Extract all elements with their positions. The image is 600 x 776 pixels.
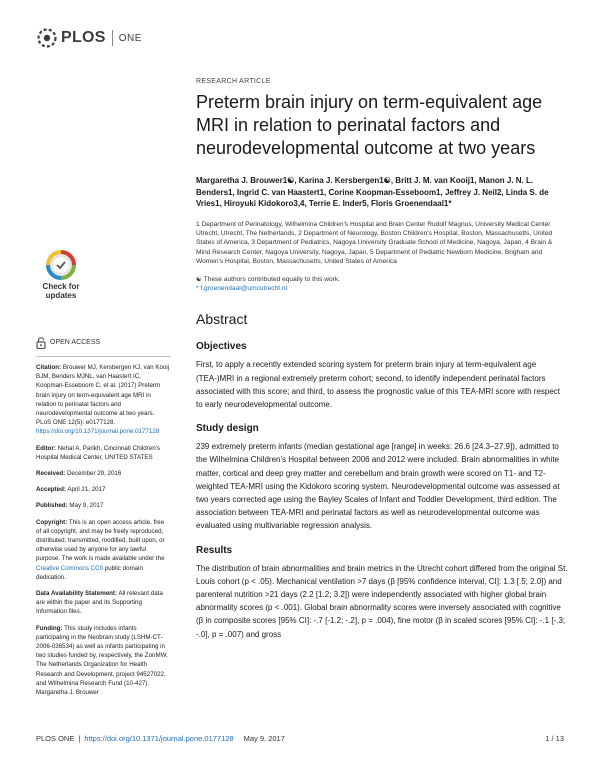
check-updates-icon	[44, 248, 78, 282]
objectives-text: First, to apply a recently extended scoring system for preterm brain injury at term-equivalent age (TEA-)MRI in a regional extremely preterm cohort; second, to identify independent perinatal factors associated with this score; and third, to assess the prognostic value of this TEA-MRI score with respect to early neurodevelopmental outcome.	[196, 360, 561, 409]
editor-text: Nehal A. Parikh, Cincinnati Children's Hospital Medical Center, UNITED STATES	[36, 444, 160, 461]
citation-label: Citation:	[36, 364, 62, 371]
sidebar-divider	[36, 356, 170, 357]
article-info-sidebar	[36, 337, 170, 704]
data-availability-label: Data Availability Statement:	[36, 590, 118, 598]
copyright-tail: public domain dedication.	[36, 564, 143, 581]
funding-text: This study includes infants participating in the Neobrain study (LSHM-CT-2006-036534) as well as infants participating in two studies funded by, respectively, the ZonMW, The Netherlands Organization for Health Research and Development, project 94527022, and Wilhelmina Research Fund (10-427). Margaretha J. Brouwer	[36, 624, 168, 697]
results-text: The distribution of brain abnormalities and brain metrics in the Utrecht cohort differed from the original St. Louis cohort (p < .05). Mechanical ventilation >7 days (β [95% confidence interval, CI]: 1.3 [.5; 2.0]) and parenteral nutrition >21 days (2.2 [1.2; 3.2]) were independently associated with higher global brain abnormality scores (p < .001). Global brain abnormality scores were inversely associated with cognitive (β in composite scores [95% CI]: -.7 [-1.2; -.2], p = .004), fine motor (β in scaled scores [95% CI]: -.1 [-.3; -.0], p = .007) and gross	[196, 563, 568, 639]
funding-label: Funding:	[36, 624, 63, 632]
journal-subname: ONE	[118, 32, 142, 44]
accepted-block	[36, 485, 170, 494]
published-label: Published:	[36, 502, 68, 510]
cc0-link[interactable]: Creative Commons CC0	[36, 564, 104, 572]
open-access-badge	[36, 337, 170, 349]
page-footer	[36, 734, 564, 743]
funding-block	[36, 624, 170, 698]
abstract-heading: Abstract	[196, 311, 248, 328]
footer-date: May 9, 2017	[243, 734, 285, 743]
study-design-heading: Study design	[196, 423, 259, 435]
page-number: 1 / 13	[545, 734, 564, 743]
accepted-date: April 21, 2017	[67, 486, 106, 494]
received-date: December 29, 2016	[66, 470, 122, 478]
open-access-label: OPEN ACCESS	[50, 339, 101, 347]
editor-block	[36, 444, 170, 462]
copyright-block	[36, 518, 170, 582]
results-heading: Results	[196, 544, 233, 556]
editor-label: Editor:	[36, 444, 56, 452]
citation-text: Brouwer MJ, Kersbergen KJ, van Kooij BJM, Benders MJNL, van Haastert IC, Koopman-Esseboom C, et al. (2017) Preterm brain injury on term-equivalent age MRI in relation to perinatal factors and neurodevelopmental outcome at two years. PLoS ONE 12(5): e0177128.	[36, 364, 170, 427]
open-lock-icon	[36, 337, 46, 349]
objectives-heading: Objectives	[196, 341, 247, 353]
plos-logo-icon	[36, 27, 58, 49]
article-title: Preterm brain injury on term-equivalent age MRI in relation to perinatal factors and neurodevelopmental outcome at two years	[196, 92, 543, 158]
footer-doi-link[interactable]: https://doi.org/10.1371/journal.pone.0177128	[84, 734, 234, 743]
footer-separator: |	[78, 734, 81, 743]
published-block	[36, 501, 170, 510]
equal-contribution-note: ☯ These authors contributed equally to this work.	[196, 275, 340, 283]
corresponding-email-link[interactable]: * f.groenendaal@umcutrecht.nl	[196, 284, 287, 292]
accepted-label: Accepted:	[36, 486, 66, 494]
published-date: May 9, 2017	[69, 502, 104, 510]
check-for-updates-button[interactable]	[36, 248, 86, 300]
check-updates-line2: updates	[45, 291, 77, 300]
citation-block	[36, 363, 170, 437]
article-type-label: RESEARCH ARTICLE	[196, 78, 271, 85]
copyright-label: Copyright:	[36, 518, 68, 526]
footer-journal: PLOS ONE	[36, 734, 75, 743]
affiliations: 1 Department of Perinatology, Wilhelmina Children's Hospital and Brain Center Rudolf Magnus, University Medical Center Utrecht, Utrecht, The Netherlands, 2 Department of Neurology, Boston Children's Hospital, Boston, Massachusetts, United States of America, 3 Department of Pediatrics, Nagoya University Graduate School of Medicine, Nagoya, Japan, 4 Brain & Mind Research Center, Nagoya University, Nagoya, Japan, 5 Department of Pediatric Newborn Medicine, Brigham and Women's Hospital, Boston, Massachusetts, United States of America	[196, 220, 553, 266]
journal-name: PLOS	[61, 29, 106, 46]
data-availability-text: All relevant data are within the paper and its Supporting Information files.	[36, 590, 163, 616]
copyright-text: This is an open access article, free of all copyright, and may be freely reproduced, distributed, transmitted, modified, built upon, or otherwise used by anyone for any lawful purpose. The work is made available under the	[36, 518, 165, 563]
data-availability-block	[36, 589, 170, 617]
author-list: Margaretha J. Brouwer1☯, Karina J. Kersbergen1☯, Britt J. M. van Kooij1, Manon J. N. L. Benders1, Ingrid C. van Haastert1, Corine Koopman-Esseboom1, Jeffrey J. Neil2, Linda S. de Vries1, Hiroyuki Kidokoro3,4, Terrie E. Inder5, Floris Groenendaal1*	[196, 176, 549, 208]
check-updates-line1: Check for	[42, 282, 80, 291]
citation-doi-link[interactable]: https://doi.org/10.1371/journal.pone.0177128	[36, 428, 160, 436]
received-block	[36, 469, 170, 478]
journal-logo[interactable]	[36, 24, 156, 52]
logo-divider	[112, 30, 113, 46]
study-design-text: 239 extremely preterm infants (median gestational age [range] in weeks: 26.6 [24.3–27.9]), admitted to the Wilhelmina Children's Hospital between 2006 and 2012 were included. Brain abnormalities in white matter, cortical and deep grey matter and cerebellum and brain growth were scored on T1- and T2-weighted TEA-MRI using the Kidokoro scoring system. Neurodevelopmental outcome was assessed at two years corrected age using the Bayley Scales of Infant and Toddler Development, third edition. The association between TEA-MRI and perinatal factors as well as neurodevelopmental outcome was evaluated using multivariable regression analysis.	[196, 442, 560, 531]
article-main	[196, 78, 568, 653]
received-label: Received:	[36, 470, 66, 478]
